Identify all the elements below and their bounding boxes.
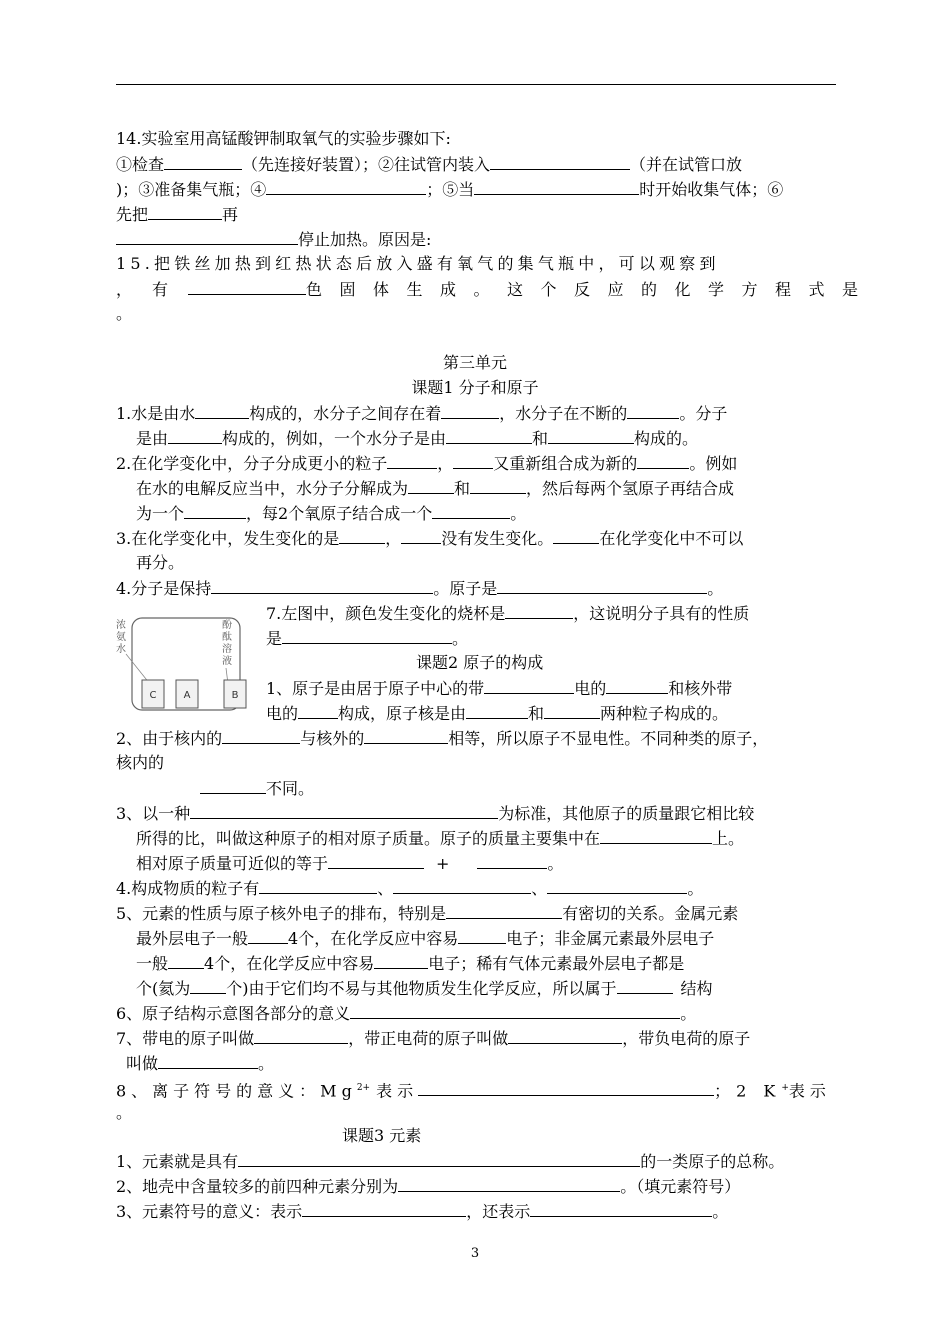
blank[interactable] <box>497 577 707 594</box>
l2-q3-c: 相对原子质量可近似的等于 + 。 <box>136 854 564 873</box>
l2-q1-a: 1、原子是由居于原子中心的带 电的 和核外带 <box>266 679 733 698</box>
label-phenol-3: 溶 <box>222 644 232 655</box>
blank[interactable] <box>190 802 498 819</box>
blank[interactable] <box>474 178 639 195</box>
q15-line-c: 。 <box>116 304 133 323</box>
page-number: 3 <box>470 1246 480 1261</box>
blank[interactable] <box>164 153 242 170</box>
blank[interactable] <box>617 977 673 994</box>
l2-q2-a: 2、由于核内的 与核外的 相等，所以原子不显电性。不同种类的原子， <box>116 729 769 748</box>
blank[interactable] <box>453 452 493 469</box>
blank[interactable] <box>188 278 306 295</box>
beaker-experiment-figure <box>116 614 264 714</box>
q15-line-b: ，有 色固体生成。这个反应的化学方程式是 <box>116 280 876 299</box>
blank[interactable] <box>350 1002 680 1019</box>
l1-q1-a: 1.水是由水 构成的，水分子之间存在着 ，水分子在不断的 。分子 <box>116 404 728 423</box>
blank[interactable] <box>547 877 687 894</box>
blank[interactable] <box>477 852 547 869</box>
blank[interactable] <box>387 452 437 469</box>
q14-line-b: )；③准备集气瓶；④ ；⑤当 时开始收集气体；⑥ <box>116 180 784 199</box>
lesson2-title: 课题2 原子的构成 <box>416 653 544 672</box>
blank[interactable] <box>184 502 246 519</box>
blank[interactable] <box>254 1027 348 1044</box>
l1-q2-a: 2.在化学变化中，分子分成更小的粒子 ， 又重新组合成为新的 。例如 <box>116 454 738 473</box>
blank[interactable] <box>364 727 448 744</box>
blank[interactable] <box>508 1027 622 1044</box>
label-phenol-4: 液 <box>222 656 232 667</box>
l2-q2-b: 核内的 <box>116 753 165 772</box>
l2-q4: 4.构成物质的粒子有 、 、 。 <box>116 879 704 898</box>
blank[interactable] <box>490 153 630 170</box>
blank[interactable] <box>259 877 377 894</box>
l3-q3: 3、元素符号的意义：表示 ，还表示 。 <box>116 1202 729 1221</box>
blank[interactable] <box>168 952 204 969</box>
label-ammonia-3: 水 <box>116 644 126 655</box>
label-phenol-1: 酚 <box>222 620 232 631</box>
l2-q3-b: 所得的比，叫做这种原子的相对原子质量。原子的质量主要集中在 上。 <box>136 829 745 848</box>
blank[interactable] <box>398 1175 620 1192</box>
q14-line-c: 先把 再 <box>116 205 239 224</box>
l2-q5-b: 最外层电子一般 4个，在化学反应中容易 电子；非金属元素最外层电子 <box>136 929 715 948</box>
l2-q7-b: 叫做 。 <box>126 1054 275 1073</box>
l2-q5-d: 个(氦为 个)由于它们均不易与其他物质发生化学反应，所以属于 结构 <box>136 979 713 998</box>
l2-q1-b: 电的 构成，原子核是由 和 两种粒子构成的。 <box>266 704 729 723</box>
l2-q3-a: 3、以一种 为标准，其他原子的质量跟它相比较 <box>116 804 755 823</box>
q14-line-d: 停止加热。原因是: <box>116 228 431 251</box>
blank[interactable] <box>148 203 222 220</box>
blank[interactable] <box>401 527 441 544</box>
blank[interactable] <box>606 677 668 694</box>
q14-title: 14.实验室用高锰酸钾制取氧气的实验步骤如下: <box>116 129 451 148</box>
blank[interactable] <box>211 577 433 594</box>
blank[interactable] <box>393 877 531 894</box>
label-ammonia-2: 氨 <box>116 632 126 643</box>
blank[interactable] <box>339 527 385 544</box>
blank[interactable] <box>298 702 338 719</box>
blank[interactable] <box>266 178 426 195</box>
l1-q7-a: 7.左图中，颜色发生变化的烧杯是 ，这说明分子具有的性质 <box>266 604 750 623</box>
l3-q2: 2、地壳中含量较多的前四种元素分别为 。（填元素符号） <box>116 1177 741 1196</box>
blank[interactable] <box>222 727 300 744</box>
blank[interactable] <box>446 902 562 919</box>
blank[interactable] <box>637 452 689 469</box>
blank[interactable] <box>548 427 634 444</box>
blank[interactable] <box>248 927 288 944</box>
l2-q5-c: 一般 4个，在化学反应中容易 电子；稀有气体元素最外层电子都是 <box>136 954 685 973</box>
l2-q2-c: 不同。 <box>116 777 314 800</box>
blank[interactable] <box>553 527 599 544</box>
blank[interactable] <box>158 1052 258 1069</box>
l3-q1: 1、元素就是具有 的一类原子的总称。 <box>116 1152 785 1171</box>
l1-q4: 4.分子是保持 。原子是 。 <box>116 579 724 598</box>
blank[interactable] <box>470 477 526 494</box>
lesson1-title: 课题1 分子和原子 <box>411 378 539 397</box>
blank[interactable] <box>627 402 679 419</box>
l2-q8-b: 。 <box>116 1103 133 1122</box>
blank[interactable] <box>544 702 600 719</box>
beaker-b-label: B <box>231 690 239 701</box>
blank[interactable] <box>282 627 452 644</box>
l1-q3-a: 3.在化学变化中，发生变化的是 ， 没有发生变化。 在化学变化中不可以 <box>116 529 744 548</box>
blank[interactable] <box>168 427 222 444</box>
label-ammonia-1: 浓 <box>116 620 126 631</box>
blank[interactable] <box>408 477 454 494</box>
l2-q5-a: 5、元素的性质与原子核外电子的排布，特别是 有密切的关系。金属元素 <box>116 904 739 923</box>
blank[interactable] <box>302 1200 466 1217</box>
blank[interactable] <box>600 827 712 844</box>
lesson3-title: 课题3 元素 <box>342 1126 422 1145</box>
l1-q3-b: 再分。 <box>136 553 185 572</box>
blank[interactable] <box>446 427 532 444</box>
l2-q8-a: 8、离子符号的意义：$Mg^{2+}$ 表示 ；2 K+表示 <box>116 1081 831 1101</box>
q15-line-a: 15.把铁丝加热到红热状态后放入盛有氧气的集气瓶中，可以观察到 <box>116 254 720 273</box>
blank[interactable] <box>441 402 499 419</box>
l1-q2-c: 为一个 ，每2个氧原子结合成一个 。 <box>136 504 527 523</box>
beaker-c-label: C <box>149 690 157 701</box>
blank[interactable] <box>328 852 424 869</box>
l2-q7-a: 7、带电的原子叫做 ，带正电荷的原子叫做 ，带负电荷的原子 <box>116 1029 751 1048</box>
l1-q1-b: 是由 构成的，例如，一个水分子是由 和 构成的。 <box>136 429 699 448</box>
blank[interactable] <box>530 1200 712 1217</box>
blank[interactable] <box>200 777 266 794</box>
unit-title: 第三单元 <box>442 353 507 372</box>
blank[interactable] <box>466 702 528 719</box>
blank[interactable] <box>484 677 574 694</box>
blank[interactable] <box>195 402 249 419</box>
beaker-a-label: A <box>183 690 191 701</box>
q14-line-a: ①检查 （先连接好装置）；②往试管内装入 （并在试管口放 <box>116 155 743 174</box>
blank[interactable] <box>190 977 226 994</box>
blank[interactable] <box>458 927 506 944</box>
l1-q2-b: 在水的电解反应当中，水分子分解成为 和 ，然后每两个氢原子再结合成 <box>136 479 735 498</box>
blank[interactable] <box>238 1150 640 1167</box>
blank[interactable] <box>418 1079 714 1096</box>
blank[interactable] <box>116 228 298 245</box>
l2-q6: 6、原子结构示意图各部分的意义 。 <box>116 1004 697 1023</box>
blank[interactable] <box>432 502 510 519</box>
blank[interactable] <box>374 952 428 969</box>
blank[interactable] <box>505 602 573 619</box>
l1-q7-b: 是 。 <box>266 629 469 648</box>
header-rule <box>116 84 836 85</box>
label-phenol-2: 酞 <box>222 632 232 643</box>
